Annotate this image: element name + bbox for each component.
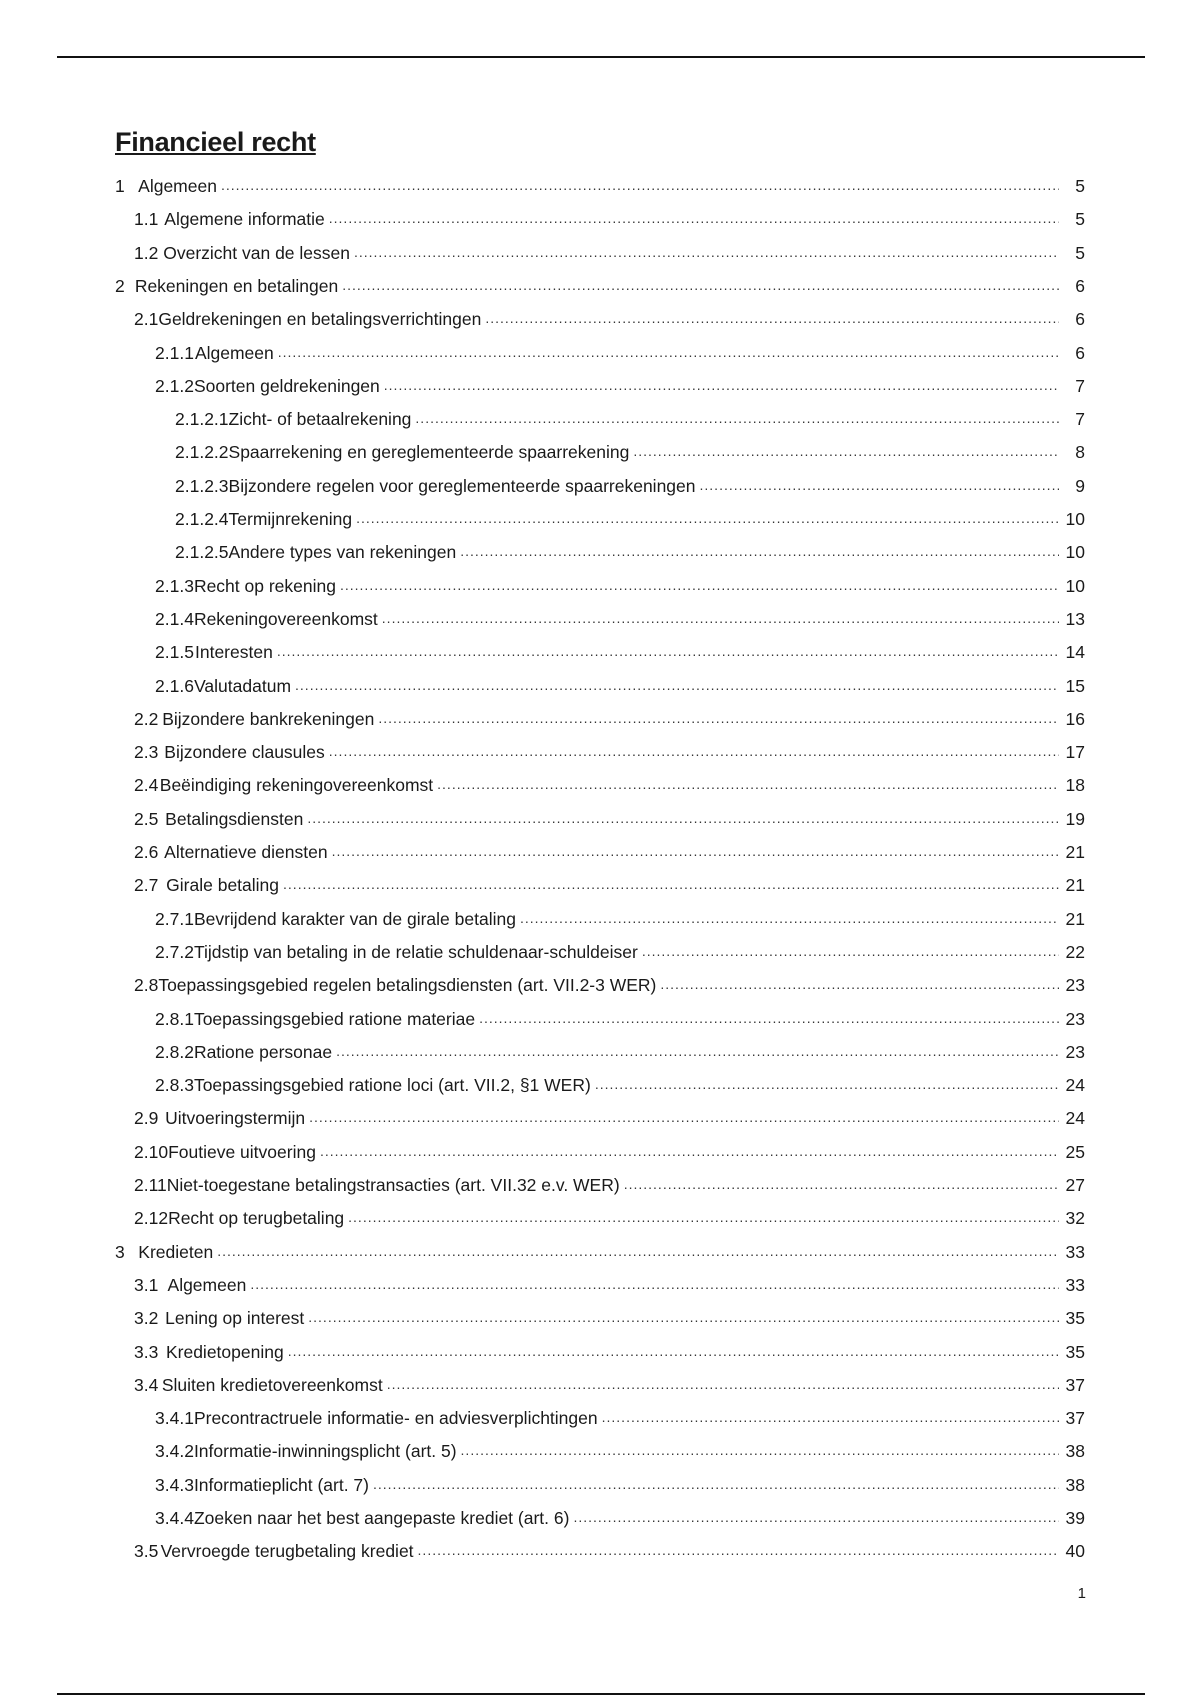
toc-entry-page: 23: [1065, 975, 1085, 996]
toc-entry-title: Uitvoeringstermijn: [165, 1108, 306, 1129]
toc-entry-number: 2.3: [134, 742, 159, 763]
toc-entry-number: 1: [115, 176, 125, 196]
toc-dot-leader: [342, 273, 1059, 296]
document-title: Financieel recht: [115, 127, 316, 157]
toc-entry-page: 7: [1075, 409, 1085, 430]
toc-entry-number: 3.3: [134, 1341, 159, 1362]
toc-dot-leader: [278, 340, 1059, 363]
toc-entry-page: 37: [1065, 1374, 1085, 1395]
toc-entry-number: 2.1.2.5: [175, 542, 229, 563]
toc-entry[interactable]: [155, 334, 1085, 364]
toc-entry-number: 2.9: [134, 1108, 159, 1129]
toc-dot-leader: [479, 1006, 1059, 1029]
toc-entry-number: 2.6: [134, 842, 159, 862]
toc-dot-leader: [602, 1405, 1059, 1428]
toc-entry-page: 39: [1065, 1508, 1085, 1528]
toc-entry[interactable]: [134, 1299, 1085, 1329]
page-number: 1: [1077, 1585, 1086, 1602]
toc-entry-title: Ratione personae: [193, 1041, 333, 1062]
toc-dot-leader: [418, 1538, 1059, 1561]
toc-entry-page: 6: [1075, 275, 1085, 296]
toc-entry-title: Kredietopening: [165, 1341, 284, 1362]
toc-dot-leader: [308, 1305, 1059, 1328]
toc-dot-leader: [320, 1139, 1059, 1162]
toc-entry-title: Sluiten kredietovereenkomst: [161, 1374, 383, 1395]
toc-entry-title: Interesten: [194, 642, 273, 663]
toc-entry-page: 38: [1065, 1441, 1085, 1462]
toc-entry-number: 2.5: [134, 808, 159, 829]
toc-dot-leader: [332, 839, 1059, 862]
toc-entry[interactable]: [155, 1466, 1085, 1496]
toc-dot-leader: [642, 939, 1059, 962]
toc-entry[interactable]: [175, 400, 1085, 430]
toc-entry[interactable]: [115, 167, 1085, 197]
toc-entry-title: Rekeningovereenkomst: [193, 608, 378, 629]
toc-dot-leader: [384, 373, 1059, 396]
toc-dot-leader: [573, 1505, 1059, 1528]
toc-entry-title: Soorten geldrekeningen: [193, 375, 380, 396]
toc-dot-leader: [520, 906, 1059, 929]
toc-entry-title: Informatieplicht (art. 7): [193, 1474, 369, 1495]
toc-entry[interactable]: [175, 533, 1085, 563]
toc-entry-page: 5: [1075, 209, 1085, 230]
toc-entry-page: 15: [1065, 675, 1085, 696]
toc-entry-page: 6: [1075, 309, 1085, 330]
toc-entry-page: 38: [1065, 1474, 1085, 1495]
toc-entry[interactable]: [155, 1432, 1085, 1462]
toc-entry[interactable]: [134, 800, 1085, 830]
toc-entry-page: 5: [1075, 176, 1085, 196]
toc-dot-leader: [437, 772, 1059, 795]
toc-entry-page: 35: [1065, 1308, 1085, 1329]
toc-entry-title: Recht op terugbetaling: [168, 1208, 345, 1229]
toc-entry-page: 10: [1065, 509, 1085, 529]
toc-entry-page: 35: [1065, 1341, 1085, 1362]
toc-entry-number: 2.1.2.4: [175, 509, 229, 529]
toc-entry-number: 2: [115, 275, 125, 296]
toc-entry[interactable]: [134, 1266, 1085, 1296]
toc-entry-page: 13: [1065, 608, 1085, 629]
toc-entry-number: 3.4.4: [155, 1508, 194, 1528]
toc-entry-page: 17: [1065, 742, 1085, 763]
toc-entry-number: 3.4: [134, 1374, 159, 1395]
toc-entry-title: Valutadatum: [194, 675, 292, 696]
toc-dot-leader: [217, 1239, 1059, 1262]
toc-entry-number: 2.8.1: [155, 1008, 194, 1029]
toc-dot-leader: [221, 173, 1059, 196]
toc-entry[interactable]: [134, 300, 1085, 330]
toc-entry-number: 2.12: [134, 1208, 169, 1229]
toc-entry-page: 33: [1065, 1274, 1085, 1295]
toc-dot-leader: [660, 972, 1059, 995]
toc-dot-leader: [387, 1372, 1059, 1395]
toc-entry[interactable]: [155, 1000, 1085, 1030]
toc-dot-leader: [336, 1039, 1059, 1062]
toc-entry-number: 3.5: [134, 1541, 159, 1562]
toc-entry-page: 40: [1065, 1541, 1085, 1562]
toc-entry-title: Bijzondere bankrekeningen: [162, 708, 375, 729]
toc-entry-title: Bijzondere regelen voor gereglementeerde spaarrekeningen: [228, 475, 696, 496]
toc-entry[interactable]: [134, 1333, 1085, 1363]
toc-entry[interactable]: [155, 600, 1085, 630]
toc-entry-number: 2.1.4: [155, 608, 194, 629]
toc-entry[interactable]: [134, 1199, 1085, 1229]
toc-entry-page: 18: [1065, 775, 1085, 796]
toc-entry[interactable]: [134, 866, 1085, 896]
toc-entry-number: 2.1: [134, 309, 159, 330]
toc-entry-title: Girale betaling: [166, 875, 280, 896]
toc-dot-leader: [340, 573, 1059, 596]
toc-entry-number: 3.4.1: [155, 1408, 194, 1429]
toc-entry[interactable]: [175, 500, 1085, 530]
toc-entry-page: 24: [1065, 1108, 1085, 1129]
toc-entry-title: Precontractruele informatie- en adviesverplichtingen: [193, 1408, 598, 1429]
toc-dot-leader: [356, 506, 1059, 529]
toc-entry[interactable]: [175, 467, 1085, 497]
toc-entry-title: Zoeken naar het best aangepaste krediet (art. 6): [193, 1508, 570, 1528]
toc-dot-leader: [307, 806, 1059, 829]
toc-entry-page: 7: [1075, 375, 1085, 396]
toc-entry-title: Informatie-inwinningsplicht (art. 5): [193, 1441, 457, 1462]
toc-entry-number: 2.8.2: [155, 1041, 194, 1062]
toc-entry-page: 24: [1065, 1075, 1085, 1096]
toc-entry-page: 5: [1075, 242, 1085, 263]
toc-entry[interactable]: [134, 1532, 1085, 1562]
toc-dot-leader: [460, 539, 1059, 562]
toc-entry-number: 2.1.2.3: [175, 475, 229, 496]
toc-entry-number: 2.1.6: [155, 675, 194, 696]
toc-entry-title: Algemeen: [167, 1274, 247, 1295]
toc-entry-page: 14: [1065, 642, 1085, 663]
toc-entry-title: Vervroegde terugbetaling krediet: [160, 1541, 414, 1562]
toc-entry-number: 2.1.1: [155, 342, 194, 363]
toc-entry[interactable]: [134, 200, 1085, 230]
toc-entry-title: Tijdstip van betaling in de relatie schuldenaar-schuldeiser: [193, 941, 638, 962]
toc-entry-title: Kredieten: [138, 1241, 214, 1262]
toc-entry-page: 23: [1065, 1041, 1085, 1062]
toc-entry-title: Algemeen: [194, 342, 274, 363]
toc-dot-leader: [329, 206, 1059, 229]
toc-entry-page: 19: [1065, 808, 1085, 829]
toc-entry-page: 22: [1065, 941, 1085, 962]
toc-entry-number: 3: [115, 1241, 125, 1262]
toc-dot-leader: [250, 1272, 1059, 1295]
toc-dot-leader: [354, 240, 1059, 263]
toc-dot-leader: [277, 639, 1059, 662]
toc-entry[interactable]: [134, 234, 1085, 264]
toc-entry[interactable]: [155, 1066, 1085, 1096]
toc-entry[interactable]: [134, 733, 1085, 763]
toc-dot-leader: [633, 439, 1059, 462]
toc-entry[interactable]: [155, 567, 1085, 597]
toc-entry-title: Zicht- of betaalrekening: [228, 409, 412, 430]
toc-entry-page: 10: [1065, 542, 1085, 563]
header-rule: [57, 56, 1145, 58]
toc-entry-page: 8: [1075, 442, 1085, 463]
toc-entry-page: 27: [1065, 1175, 1085, 1195]
toc-entry-number: 1.2: [134, 242, 159, 263]
toc-entry[interactable]: [155, 900, 1085, 930]
toc-entry-number: 2.8.3: [155, 1075, 194, 1096]
toc-entry-page: 16: [1065, 708, 1085, 729]
toc-entry-title: Toepassingsgebied ratione materiae: [193, 1008, 476, 1029]
toc-dot-leader: [485, 306, 1059, 329]
toc-entry-title: Rekeningen en betalingen: [134, 275, 339, 296]
toc-entry-title: Foutieve uitvoering: [168, 1141, 316, 1162]
toc-entry-page: 25: [1065, 1141, 1085, 1162]
toc-entry-page: 21: [1065, 842, 1085, 862]
toc-dot-leader: [283, 872, 1059, 895]
toc-entry-number: 2.7.1: [155, 908, 194, 929]
toc-dot-leader: [373, 1472, 1059, 1495]
toc-dot-leader: [415, 406, 1059, 429]
toc-entry[interactable]: [115, 1233, 1085, 1263]
toc-entry-page: 33: [1065, 1241, 1085, 1262]
toc-entry-title: Overzicht van de lessen: [163, 242, 350, 263]
toc-entry-page: 21: [1065, 875, 1085, 896]
toc-entry[interactable]: [115, 267, 1085, 297]
toc-dot-leader: [700, 473, 1059, 496]
toc-entry-title: Spaarrekening en gereglementeerde spaarrekening: [228, 442, 630, 463]
toc-entry[interactable]: [155, 1399, 1085, 1429]
toc-entry-title: Beëindiging rekeningovereenkomst: [159, 775, 434, 796]
toc-entry[interactable]: [155, 933, 1085, 963]
toc-dot-leader: [295, 673, 1059, 696]
toc-entry-number: 2.11: [134, 1175, 167, 1195]
toc-dot-leader: [329, 739, 1059, 762]
toc-entry[interactable]: [134, 1099, 1085, 1129]
toc-entry[interactable]: [155, 1499, 1085, 1529]
toc-entry-number: 3.2: [134, 1308, 159, 1329]
toc-entry-number: 2.10: [134, 1141, 169, 1162]
toc-entry[interactable]: [134, 833, 1085, 863]
toc-entry-title: Andere types van rekeningen: [228, 542, 457, 563]
toc-entry-number: 2.2: [134, 708, 159, 729]
toc-entry[interactable]: [134, 1133, 1085, 1163]
toc-entry-number: 3.4.2: [155, 1441, 194, 1462]
toc-entry-number: 2.1.5: [155, 642, 194, 663]
toc-entry-title: Termijnrekening: [228, 509, 353, 529]
toc-entry[interactable]: [134, 1166, 1085, 1196]
toc-entry-page: 32: [1065, 1208, 1085, 1229]
toc-entry[interactable]: [155, 1033, 1085, 1063]
toc-entry-title: Alternatieve diensten: [164, 842, 328, 862]
toc-entry-number: 2.7: [134, 875, 159, 896]
toc-entry-number: 2.7.2: [155, 941, 194, 962]
toc-entry-page: 9: [1075, 475, 1085, 496]
toc-dot-leader: [288, 1339, 1059, 1362]
toc-dot-leader: [309, 1105, 1059, 1128]
toc-dot-leader: [595, 1072, 1059, 1095]
toc-entry-page: 37: [1065, 1408, 1085, 1429]
toc-entry-title: Bijzondere clausules: [164, 742, 325, 763]
toc-entry-title: Toepassingsgebied ratione loci (art. VII.2, §1 WER): [193, 1075, 591, 1096]
toc-entry-page: 21: [1065, 908, 1085, 929]
toc-entry-number: 3.4.3: [155, 1474, 194, 1495]
toc-entry-page: 23: [1065, 1008, 1085, 1029]
toc-entry[interactable]: [175, 433, 1085, 463]
toc-dot-leader: [624, 1172, 1059, 1195]
toc-entry[interactable]: [134, 966, 1085, 996]
toc-dot-leader: [382, 606, 1059, 629]
toc-entry[interactable]: [155, 367, 1085, 397]
toc-entry-number: 2.1.2.2: [175, 442, 229, 463]
toc-entry[interactable]: [155, 633, 1085, 663]
toc-entry-number: 2.1.2.1: [175, 409, 229, 430]
toc-entry-number: 2.1.3: [155, 575, 194, 596]
toc-entry-number: 2.4: [134, 775, 159, 796]
toc-entry-title: Niet-toegestane betalingstransacties (art. VII.32 e.v. WER): [166, 1175, 620, 1195]
toc-entry-title: Recht op rekening: [193, 575, 336, 596]
toc-dot-leader: [378, 706, 1059, 729]
footer-rule: [57, 1693, 1145, 1695]
toc-entry-page: 6: [1075, 342, 1085, 363]
toc-entry-title: Bevrijdend karakter van de girale betaling: [193, 908, 516, 929]
toc-entry-title: Betalingsdiensten: [165, 808, 304, 829]
toc-entry-title: Algemene informatie: [164, 209, 325, 230]
toc-entry-title: Lening op interest: [165, 1308, 305, 1329]
toc-entry[interactable]: [155, 667, 1085, 697]
toc-dot-leader: [461, 1438, 1059, 1461]
toc-entry-number: 2.1.2: [155, 375, 194, 396]
toc-entry[interactable]: [134, 766, 1085, 796]
toc-entry[interactable]: [134, 700, 1085, 730]
toc-entry-title: Toepassingsgebied regelen betalingsdiensten (art. VII.2-3 WER): [158, 975, 657, 996]
toc-entry[interactable]: [134, 1366, 1085, 1396]
toc-entry-title: Algemeen: [138, 176, 217, 196]
toc-entry-number: 3.1: [134, 1274, 159, 1295]
toc-entry-page: 10: [1065, 575, 1085, 596]
toc-entry-title: Geldrekeningen en betalingsverrichtingen: [158, 309, 482, 330]
toc-entry-number: 2.8: [134, 975, 159, 996]
toc-entry-number: 1.1: [134, 209, 159, 230]
toc-dot-leader: [348, 1205, 1059, 1228]
